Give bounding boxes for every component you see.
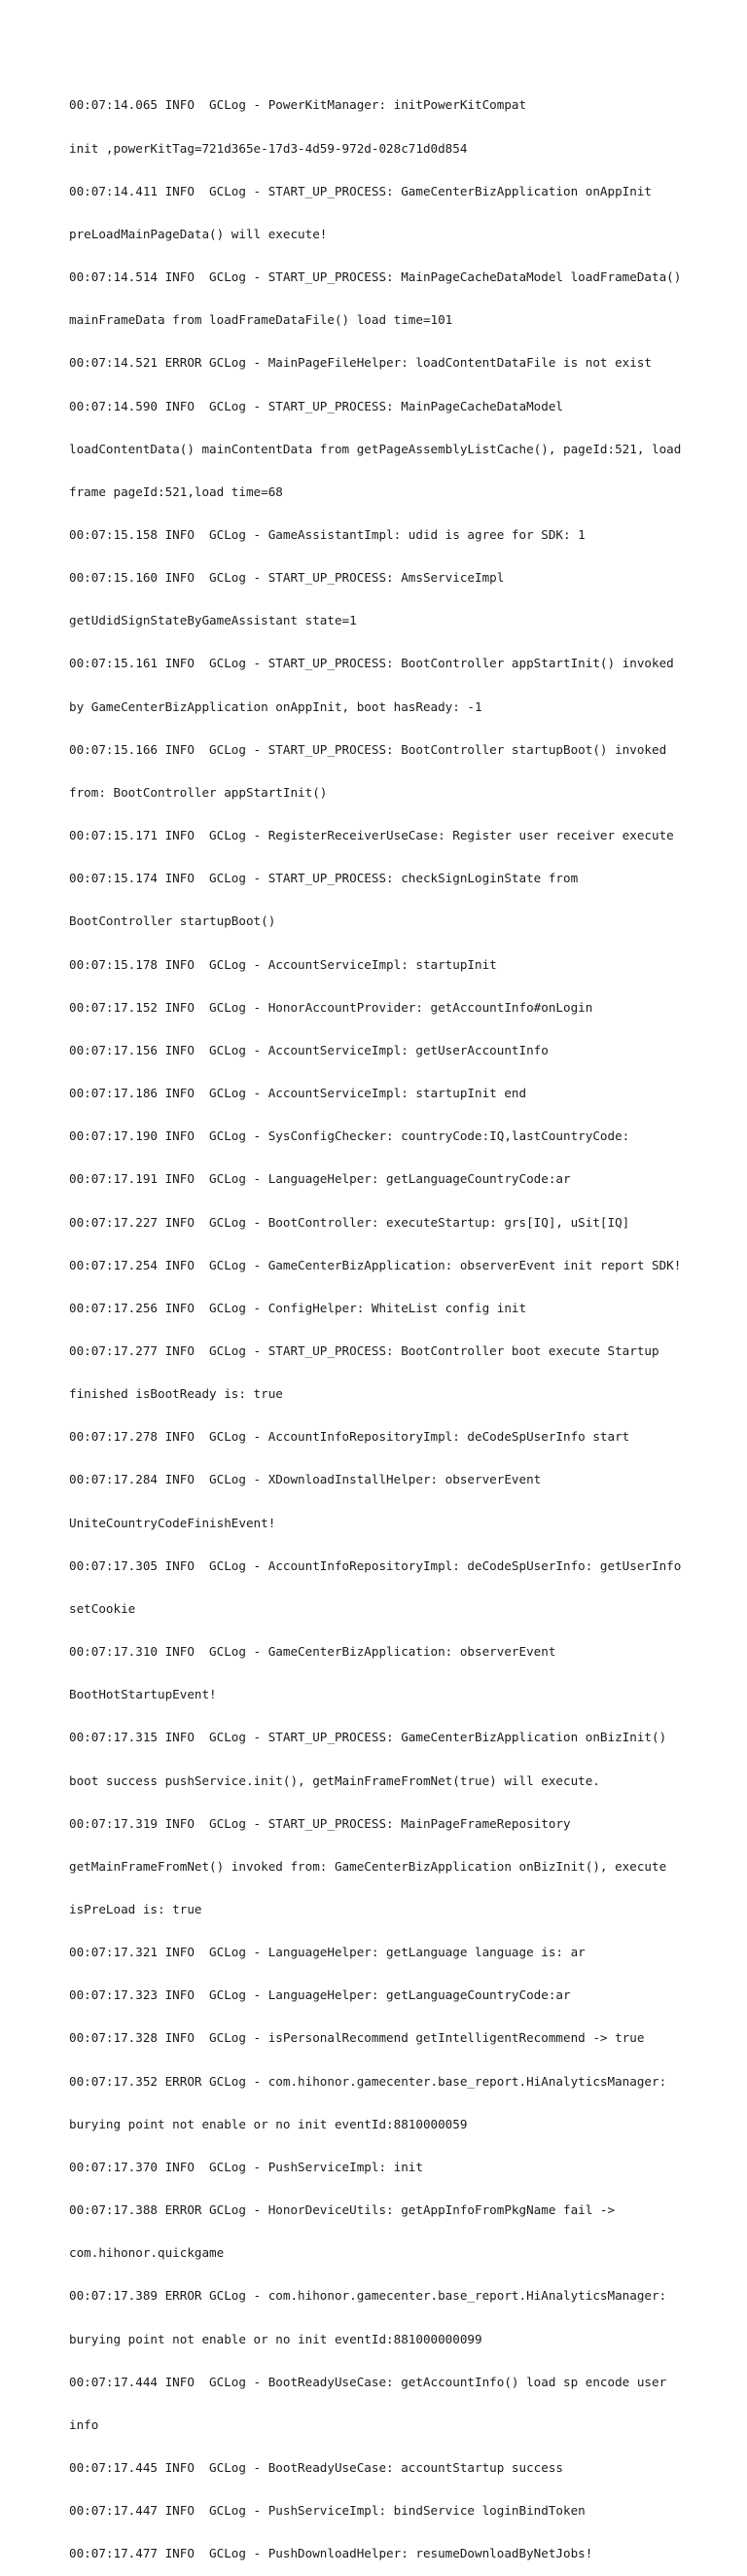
log-line: 00:07:17.388 ERROR GCLog - HonorDeviceUtils: getAppInfoFromPkgName fail -> [69, 2202, 616, 2218]
log-line: 00:07:17.227 INFO GCLog - BootController: executeStartup: grs[IQ], uSit[IQ] [69, 1214, 630, 1230]
log-line: 00:07:15.174 INFO GCLog - START_UP_PROCESS: checkSignLoginState from [69, 871, 579, 886]
log-line: info [69, 2416, 99, 2432]
log-line: BootController startupBoot() [69, 913, 276, 929]
log-line: 00:07:17.152 INFO GCLog - HonorAccountProvider: getAccountInfo#onLogin [69, 999, 593, 1015]
log-line: 00:07:14.514 INFO GCLog - START_UP_PROCESS: MainPageCacheDataModel loadFrameData() [69, 269, 682, 285]
log-line: 00:07:14.590 INFO GCLog - START_UP_PROCESS: MainPageCacheDataModel [69, 398, 563, 413]
log-line: 00:07:17.284 INFO GCLog - XDownloadInstallHelper: observerEvent [69, 1472, 542, 1487]
log-line: 00:07:17.186 INFO GCLog - AccountServiceImpl: startupInit end [69, 1086, 527, 1101]
log-line: 00:07:17.444 INFO GCLog - BootReadyUseCase: getAccountInfo() load sp encode user [69, 2374, 667, 2389]
log-line: 00:07:17.256 INFO GCLog - ConfigHelper: WhiteList config init [69, 1300, 527, 1315]
log-line: 00:07:17.447 INFO GCLog - PushServiceImpl: bindService loginBindToken [69, 2503, 586, 2519]
log-line: 00:07:17.277 INFO GCLog - START_UP_PROCESS: BootController boot execute Startup [69, 1342, 659, 1358]
log-line: 00:07:15.161 INFO GCLog - START_UP_PROCESS: BootController appStartInit() invoked [69, 656, 674, 671]
log-line: 00:07:17.319 INFO GCLog - START_UP_PROCESS: MainPageFrameRepository [69, 1815, 571, 1831]
log-line: 00:07:14.521 ERROR GCLog - MainPageFileHelper: loadContentDataFile is not exist [69, 355, 652, 371]
log-line: 00:07:17.389 ERROR GCLog - com.hihonor.gamecenter.base_report.HiAnalyticsManager: [69, 2288, 667, 2304]
log-line: 00:07:17.190 INFO GCLog - SysConfigChecker: countryCode:IQ,lastCountryCode: [69, 1128, 630, 1144]
log-line: 00:07:17.352 ERROR GCLog - com.hihonor.gamecenter.base_report.HiAnalyticsManager: [69, 2073, 667, 2089]
log-line: 00:07:14.065 INFO GCLog - PowerKitManager: initPowerKitCompat [69, 97, 527, 113]
log-line: 00:07:17.278 INFO GCLog - AccountInfoRepositoryImpl: deCodeSpUserInfo start [69, 1429, 630, 1445]
log-line: isPreLoad is: true [69, 1902, 202, 1916]
log-line: 00:07:17.328 INFO GCLog - isPersonalRecommend getIntelligentRecommend -> true [69, 2030, 645, 2046]
log-line: UniteCountryCodeFinishEvent! [69, 1515, 276, 1530]
log-line: preLoadMainPageData() will execute! [69, 226, 328, 241]
log-line: 00:07:17.191 INFO GCLog - LanguageHelper: getLanguageCountryCode:ar [69, 1171, 571, 1187]
log-line: mainFrameData from loadFrameDataFile() load time=101 [69, 312, 453, 328]
log-line: 00:07:17.315 INFO GCLog - START_UP_PROCESS: GameCenterBizApplication onBizInit() [69, 1730, 667, 1745]
log-line: from: BootController appStartInit() [69, 784, 328, 800]
log-line: 00:07:15.178 INFO GCLog - AccountServiceImpl: startupInit [69, 956, 497, 972]
log-line: init ,powerKitTag=721d365e-17d3-4d59-972d-028c71d0d854 [69, 140, 468, 156]
log-line: 00:07:14.411 INFO GCLog - START_UP_PROCESS: GameCenterBizApplication onAppInit [69, 183, 652, 198]
log-line: 00:07:17.477 INFO GCLog - PushDownloadHelper: resumeDownloadByNetJobs! [69, 2546, 593, 2561]
log-line: 00:07:15.171 INFO GCLog - RegisterReceiverUseCase: Register user receiver execute [69, 828, 674, 843]
log-line: 00:07:17.321 INFO GCLog - LanguageHelper: getLanguage language is: ar [69, 1945, 586, 1960]
log-document [69, 70, 692, 2576]
log-line: 00:07:15.160 INFO GCLog - START_UP_PROCESS: AmsServiceImpl [69, 570, 505, 586]
log-line: finished isBootReady is: true [69, 1386, 283, 1402]
log-line: 00:07:15.158 INFO GCLog - GameAssistantImpl: udid is agree for SDK: 1 [69, 527, 586, 542]
log-line: 00:07:17.156 INFO GCLog - AccountServiceImpl: getUserAccountInfo [69, 1042, 549, 1057]
log-line: getMainFrameFromNet() invoked from: GameCenterBizApplication onBizInit(), execute [69, 1858, 667, 1874]
log-line: 00:07:17.323 INFO GCLog - LanguageHelper: getLanguageCountryCode:ar [69, 1987, 571, 2003]
log-line: 00:07:17.310 INFO GCLog - GameCenterBizApplication: observerEvent [69, 1644, 556, 1660]
log-line: 00:07:17.445 INFO GCLog - BootReadyUseCase: accountStartup success [69, 2460, 563, 2476]
log-line: getUdidSignStateByGameAssistant state=1 [69, 613, 357, 628]
log-line: burying point not enable or no init eventId:881000000099 [69, 2331, 482, 2346]
log-line: com.hihonor.quickgame [69, 2245, 225, 2261]
log-line: 00:07:17.254 INFO GCLog - GameCenterBizApplication: observerEvent init report SDK! [69, 1257, 682, 1272]
log-line: boot success pushService.init(), getMainFrameFromNet(true) will execute. [69, 1772, 600, 1788]
log-line: burying point not enable or no init eventId:8810000059 [69, 2116, 468, 2131]
log-line: 00:07:17.370 INFO GCLog - PushServiceImpl: init [69, 2159, 423, 2174]
log-line: BootHotStartupEvent! [69, 1687, 217, 1702]
log-line: by GameCenterBizApplication onAppInit, boot hasReady: -1 [69, 698, 482, 714]
log-line: frame pageId:521,load time=68 [69, 483, 283, 499]
log-line: setCookie [69, 1600, 136, 1616]
log-line: loadContentData() mainContentData from getPageAssemblyListCache(), pageId:521, load [69, 441, 682, 456]
log-line: 00:07:17.305 INFO GCLog - AccountInfoRepositoryImpl: deCodeSpUserInfo: getUserInfo [69, 1557, 682, 1573]
log-line: 00:07:15.166 INFO GCLog - START_UP_PROCESS: BootController startupBoot() invoked [69, 741, 667, 757]
